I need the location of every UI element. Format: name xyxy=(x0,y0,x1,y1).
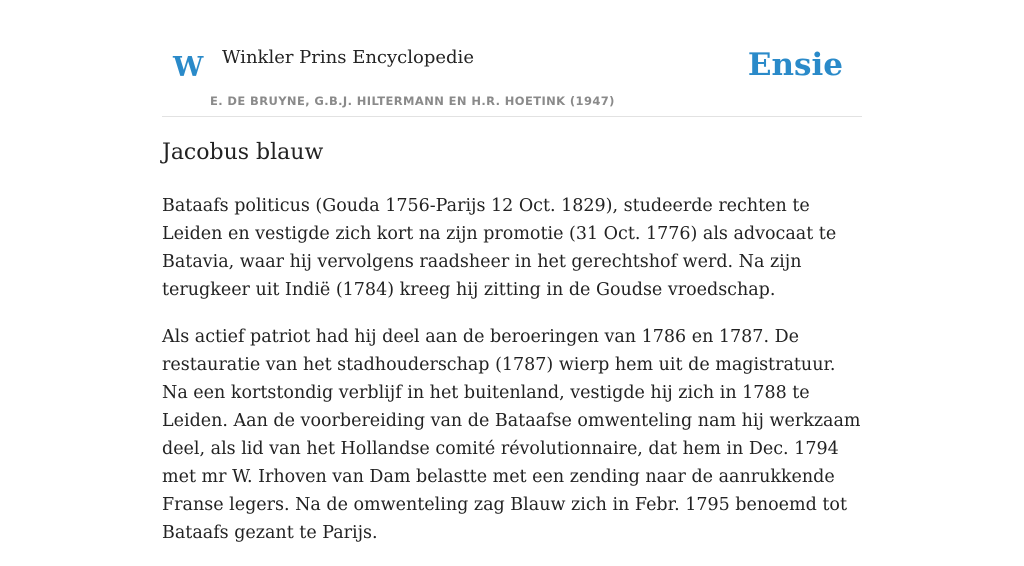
book-authors: E. DE BRUYNE, G.B.J. HILTERMANN EN H.R. HOETINK (1947) xyxy=(210,94,615,108)
article-paragraph: Als actief patriot had hij deel aan de beroeringen van 1786 en 1787. De restauratie van het stadhouderschap (1787) wierp hem uit de magistratuur. Na een kortstondig verblijf in het buitenland, vestigde hij zich in 1788 te Leiden. Aan de voorbereiding van de Bataafse omwenteling nam hij werkzaam deel, als lid van het Hollandse comité révolutionnaire, dat hem in Dec. 1794 met mr W. Irhoven van Dam belastte met een zending naar de aanrukkende Franse legers. Na de omwenteling zag Blauw zich in Febr. 1795 benoemd tot Bataafs gezant te Parijs. xyxy=(162,327,861,543)
winkler-prins-logo[interactable]: W xyxy=(173,52,204,83)
site-header xyxy=(162,40,862,117)
article-title: Jacobus blauw xyxy=(162,140,324,165)
ensie-logo-link[interactable]: Ensie xyxy=(747,47,843,83)
book-title[interactable]: Winkler Prins Encyclopedie xyxy=(222,47,474,68)
article-body xyxy=(162,192,862,566)
article-paragraph: Bataafs politicus (Gouda 1756-Parijs 12 Oct. 1829), studeerde rechten te Leiden en vestigde zich kort na zijn promotie (31 Oct. 1776) als advocaat te Batavia, waar hij vervolgens raadsheer in het gerechtshof werd. Na zijn terugkeer uit Indië (1784) kreeg hij zitting in de Goudse vroedschap. xyxy=(162,196,837,300)
